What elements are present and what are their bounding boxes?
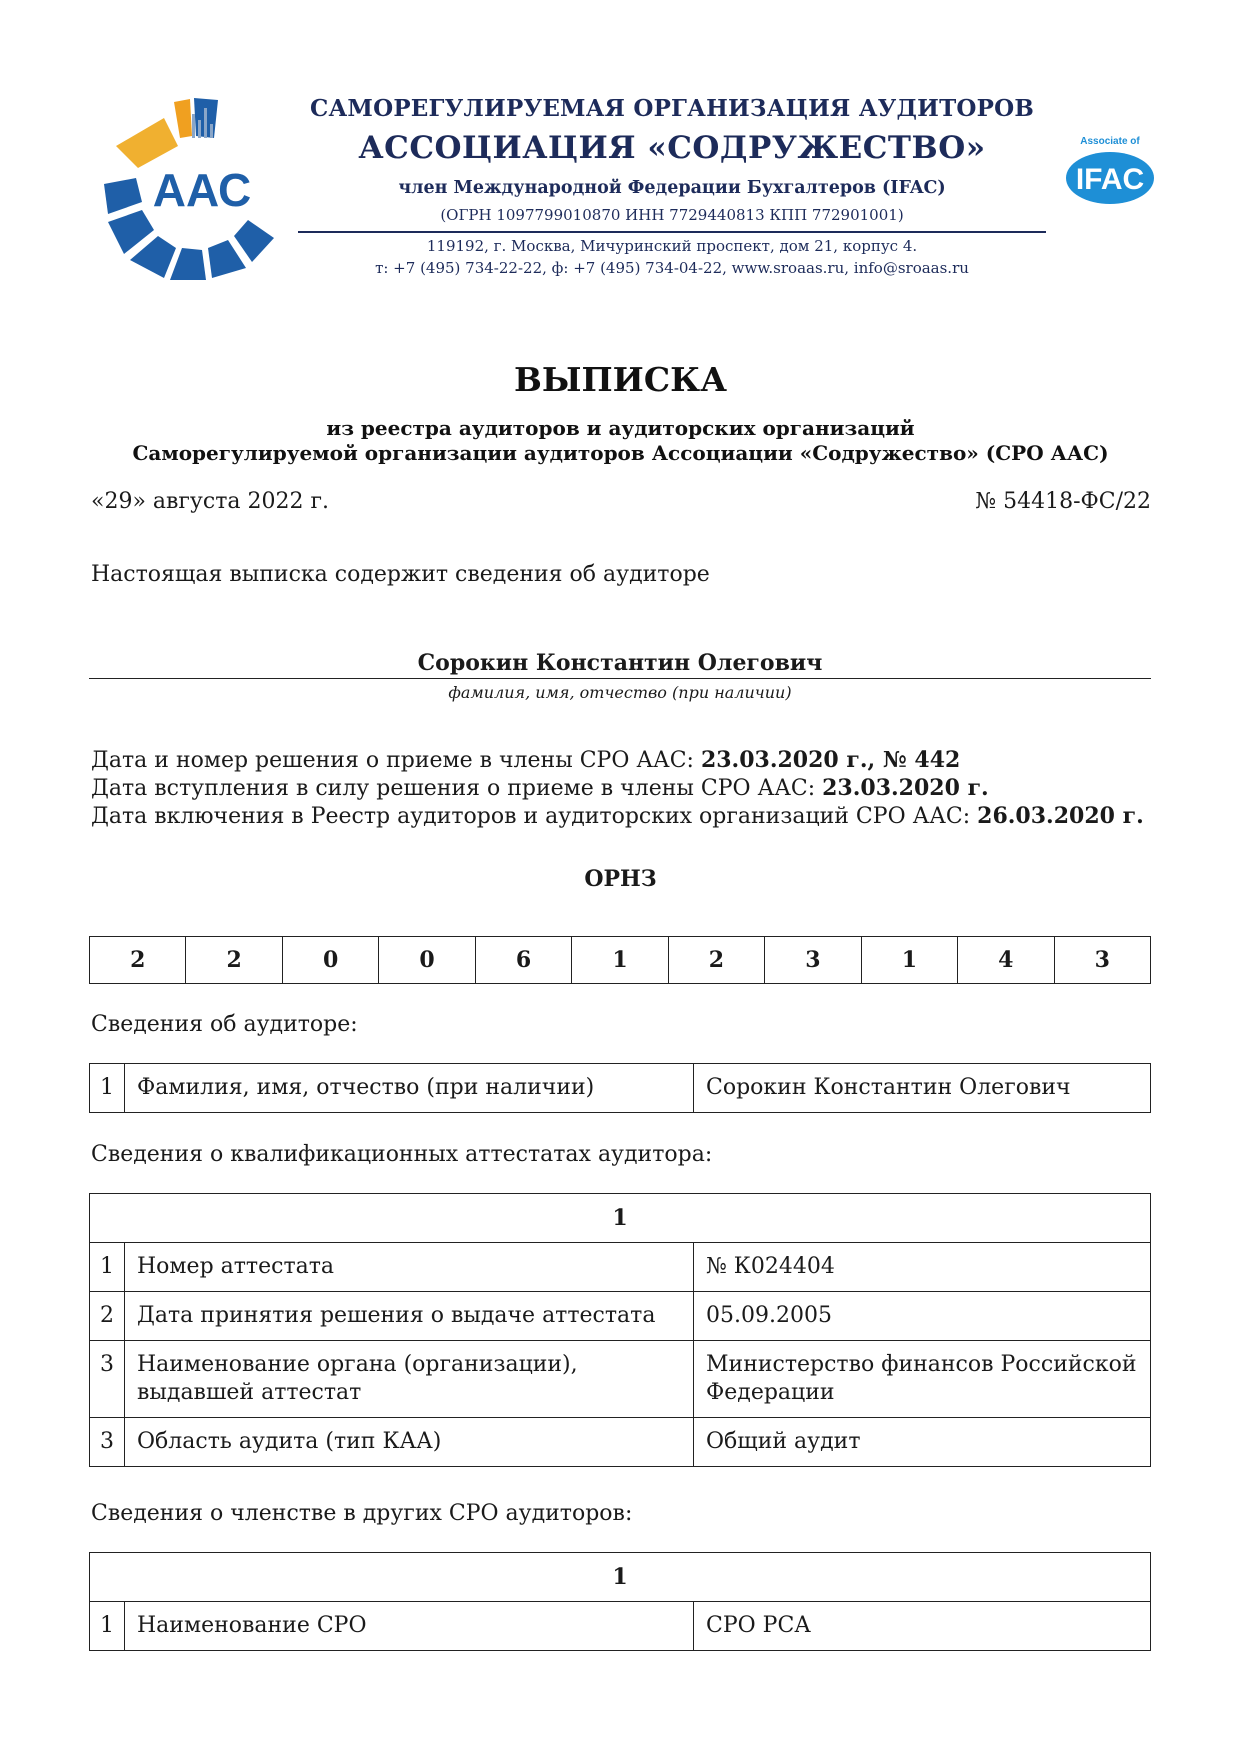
ornz-digit: 2 (186, 937, 282, 984)
decision-value: 23.03.2020 г., № 442 (700, 747, 961, 773)
decision-value: 26.03.2020 г. (977, 803, 1144, 829)
row-number: 1 (90, 1243, 125, 1292)
ornz-digit: 0 (379, 937, 475, 984)
ifac-membership-text: член Международной Федерации Бухгалтеров (IFAC) (398, 178, 946, 198)
ornz-digit: 2 (90, 937, 186, 984)
ornz-digit: 0 (282, 937, 378, 984)
intro-text: Настоящая выписка содержит сведения об аудиторе (91, 562, 710, 587)
document-subtitle-2: Саморегулируемой организации аудиторов Ассоциации «Содружество» (СРО ААС) (132, 441, 1109, 465)
ornz-row (90, 937, 1151, 984)
row-key: Наименование СРО (125, 1602, 694, 1651)
ornz-digit: 1 (572, 937, 668, 984)
table-header-row (90, 1194, 1151, 1243)
row-number: 1 (90, 1064, 125, 1113)
row-number: 1 (90, 1602, 125, 1651)
decision-label: Дата включения в Реестр аудиторов и аудиторских организаций СРО ААС: (91, 804, 978, 829)
org-type-heading: САМОРЕГУЛИРУЕМАЯ ОРГАНИЗАЦИЯ АУДИТОРОВ (309, 95, 1034, 122)
row-key: Дата принятия решения о выдаче аттестата (125, 1292, 694, 1341)
row-value: Сорокин Константин Олегович (694, 1064, 1151, 1113)
table-row (90, 1292, 1151, 1341)
auditor-section-title: Сведения об аудиторе: (91, 1012, 358, 1037)
row-number: 3 (90, 1418, 125, 1467)
decision-label: Дата вступления в силу решения о приеме в члены СРО ААС: (91, 776, 823, 801)
document-number: № 54418-ФС/22 (975, 489, 1151, 514)
name-caption: фамилия, имя, отчество (при наличии) (448, 683, 792, 702)
ornz-digit: 1 (861, 937, 957, 984)
cert-section-title: Сведения о квалификационных аттестатах аудитора: (91, 1142, 713, 1167)
document-subtitle-1: из реестра аудиторов и аудиторских организаций (326, 416, 915, 440)
row-value: № К024404 (694, 1243, 1151, 1292)
row-key: Область аудита (тип КАА) (125, 1418, 694, 1467)
cert-info-table (89, 1193, 1151, 1467)
row-key: Фамилия, имя, отчество (при наличии) (125, 1064, 694, 1113)
auditor-info-table (89, 1063, 1151, 1113)
row-key: Номер аттестата (125, 1243, 694, 1292)
aac-logo (98, 98, 280, 280)
auditor-name: Сорокин Константин Олегович (417, 650, 823, 676)
decision-line-registry (91, 803, 1144, 829)
org-registration-codes: (ОГРН 1097799010870 ИНН 7729440813 КПП 772901001) (440, 206, 904, 224)
ornz-table (89, 936, 1151, 984)
sro-info-table (89, 1552, 1151, 1651)
decision-value: 23.03.2020 г. (822, 775, 989, 801)
document-title: ВЫПИСКА (513, 360, 728, 399)
table-row (90, 1602, 1151, 1651)
table-row (90, 1341, 1151, 1418)
org-address: 119192, г. Москва, Мичуринский проспект, дом 21, корпус 4. (426, 237, 918, 255)
table-row (90, 1243, 1151, 1292)
row-value: Общий аудит (694, 1418, 1151, 1467)
org-contacts: т: +7 (495) 734-22-22, ф: +7 (495) 734-04-22, www.sroaas.ru, info@sroaas.ru (375, 259, 969, 277)
ifac-associate-text: Associate of (1080, 136, 1140, 147)
name-underline (89, 678, 1151, 679)
row-number: 2 (90, 1292, 125, 1341)
ornz-digit: 2 (668, 937, 764, 984)
ornz-digit: 6 (475, 937, 571, 984)
ifac-logo (1064, 134, 1156, 208)
decision-line-effective (91, 775, 989, 801)
row-number: 3 (90, 1341, 125, 1418)
ornz-digit: 4 (958, 937, 1054, 984)
row-value: Министерство финансов Российской Федерации (694, 1341, 1151, 1418)
document-date: «29» августа 2022 г. (91, 489, 329, 514)
header-divider (298, 231, 1046, 233)
aac-logo-text: ААС (152, 164, 252, 216)
decision-line-admission (91, 747, 960, 773)
table-row (90, 1418, 1151, 1467)
row-value: СРО РСА (694, 1602, 1151, 1651)
ornz-digit: 3 (765, 937, 861, 984)
ornz-title: ОРНЗ (584, 866, 657, 892)
row-value: 05.09.2005 (694, 1292, 1151, 1341)
decision-label: Дата и номер решения о приеме в члены СРО ААС: (91, 748, 701, 773)
table-row (90, 1064, 1151, 1113)
ifac-logo-text: IFAC (1075, 163, 1145, 196)
sro-section-title: Сведения о членстве в других СРО аудиторов: (91, 1501, 633, 1526)
table-header-cell: 1 (90, 1194, 1151, 1243)
ornz-digit: 3 (1054, 937, 1150, 984)
row-key: Наименование органа (организации), выдавшей аттестат (125, 1341, 694, 1418)
table-header-row (90, 1553, 1151, 1602)
org-name-heading: АССОЦИАЦИЯ «СОДРУЖЕСТВО» (358, 130, 986, 166)
table-header-cell: 1 (90, 1553, 1151, 1602)
